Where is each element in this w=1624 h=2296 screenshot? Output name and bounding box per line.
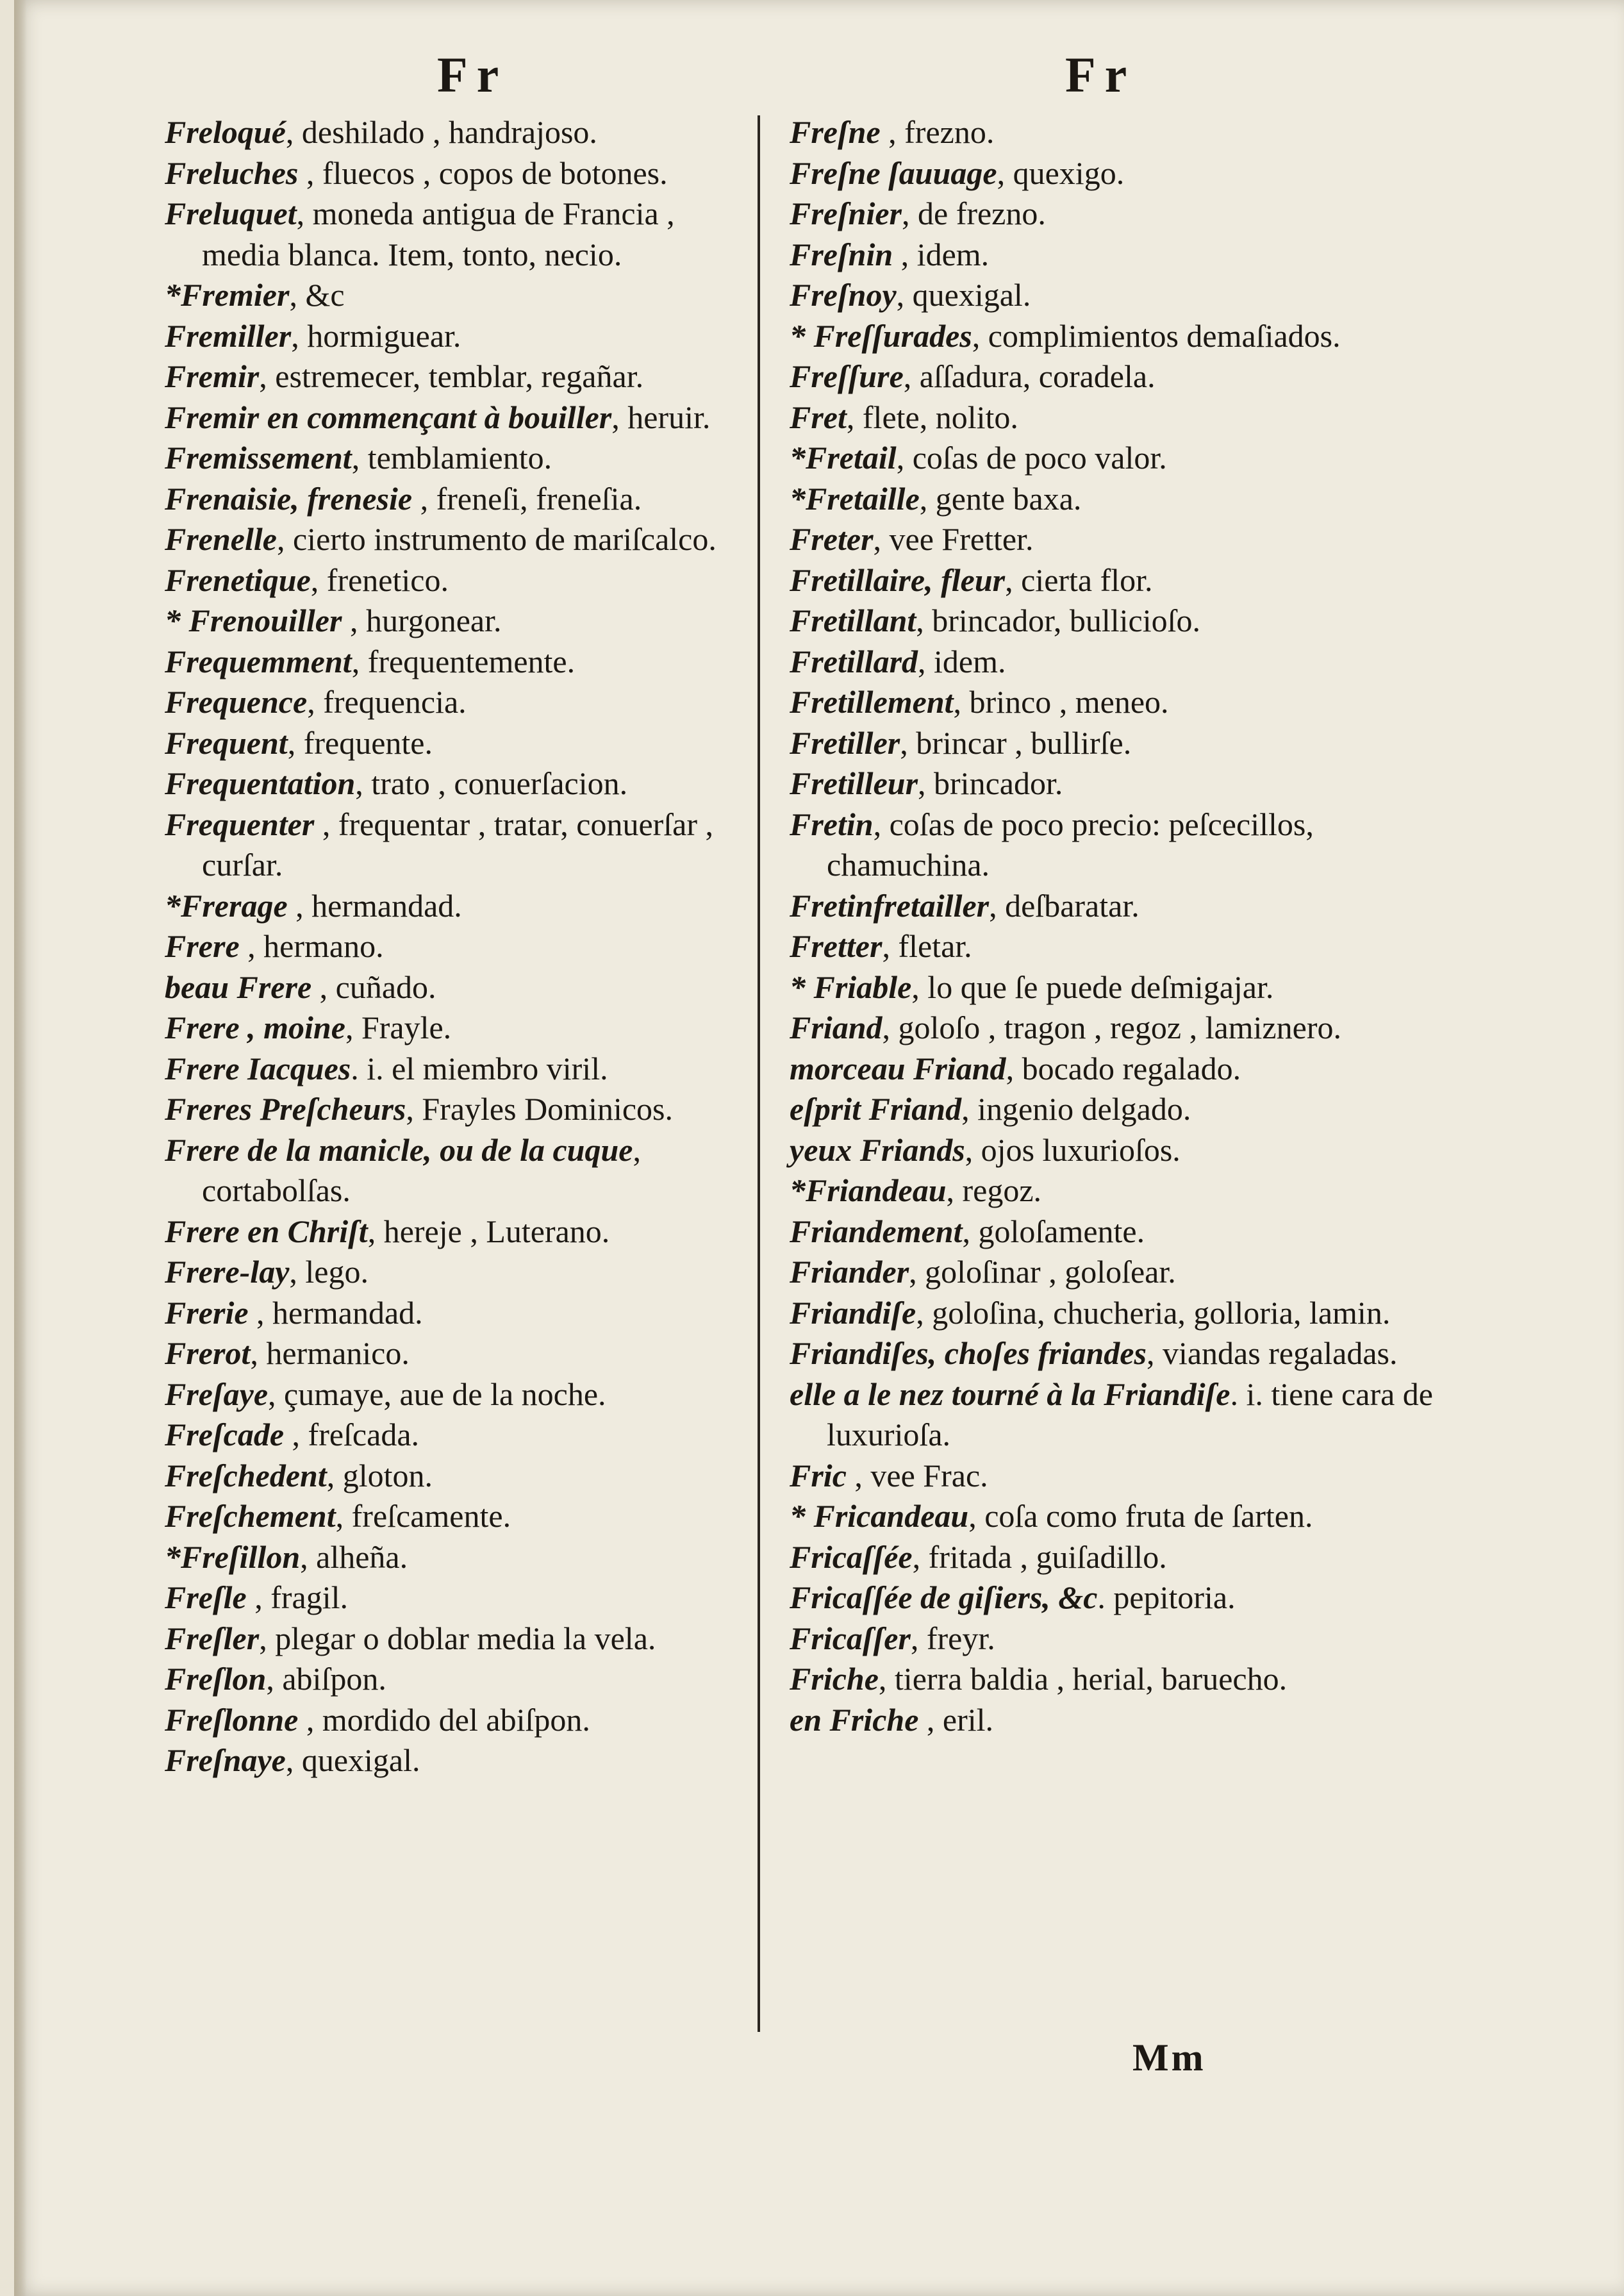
dictionary-entry	[790, 560, 1437, 601]
entry-headword: Fretinfretailler	[790, 887, 990, 924]
dictionary-entry	[165, 275, 761, 316]
dictionary-entry	[790, 153, 1437, 194]
entry-headword: Friche	[790, 1661, 879, 1697]
dictionary-entry	[790, 1333, 1437, 1374]
column-divider	[758, 115, 760, 2032]
entry-definition: , frequencia.	[307, 684, 467, 720]
entry-headword: Frerie	[165, 1294, 249, 1331]
entry-definition: , lego.	[289, 1254, 369, 1290]
entry-headword: Fretilleur	[790, 765, 918, 801]
dictionary-entry	[165, 1333, 761, 1374]
dictionary-entry	[165, 1618, 761, 1660]
entry-definition: . pepitoria.	[1097, 1579, 1236, 1615]
entry-headword: Freſchedent	[165, 1457, 327, 1493]
entry-headword: Frere de la manicle, ou de la cuque	[165, 1131, 633, 1168]
entry-headword: Fretter	[790, 928, 882, 964]
entry-headword: Freluquet	[165, 195, 297, 231]
entry-definition: , frequentemente.	[351, 643, 576, 679]
entry-definition: , aſſadura, coradela.	[903, 358, 1156, 394]
dictionary-entry	[165, 519, 761, 560]
dictionary-entry	[165, 1537, 761, 1578]
dictionary-page	[14, 0, 1624, 2296]
entry-headword: *Fretaille	[790, 480, 920, 517]
dictionary-entry	[790, 1293, 1437, 1334]
running-head-right: Fr	[1065, 47, 1136, 103]
entry-headword: beau Frere	[165, 969, 312, 1005]
dictionary-entry	[165, 682, 761, 723]
entry-headword: Frere	[165, 928, 240, 964]
entry-headword: Frere , moine	[165, 1010, 345, 1045]
entry-definition: , abiſpon.	[266, 1661, 386, 1697]
entry-headword: * Friable	[790, 969, 912, 1005]
entry-headword: Frere Iacques	[165, 1050, 351, 1086]
dictionary-entry	[790, 397, 1437, 438]
entry-definition: , Frayle.	[345, 1010, 452, 1045]
entry-headword: Freſnin	[790, 236, 893, 272]
entry-definition: , flete, nolito.	[846, 399, 1018, 435]
entry-definition: , cierto instrumento de mariſcalco.	[276, 521, 717, 557]
entry-headword: Fremir	[165, 358, 260, 394]
entry-definition: , fletar.	[882, 928, 972, 964]
dictionary-entry	[790, 1456, 1437, 1497]
entry-headword: Friandiſes, choſes friandes	[790, 1335, 1147, 1371]
dictionary-entry	[165, 1089, 761, 1130]
dictionary-entry	[165, 967, 761, 1008]
entry-definition: , cortabolſas.	[202, 1131, 641, 1208]
entry-headword: Freſlon	[165, 1661, 267, 1697]
dictionary-entry	[790, 1659, 1437, 1700]
entry-headword: Friand	[790, 1010, 882, 1045]
dictionary-entry	[790, 763, 1437, 804]
entry-headword: Friandement	[790, 1213, 963, 1249]
dictionary-entry	[165, 763, 761, 804]
right-column	[790, 112, 1437, 1740]
entry-headword: Fremiller	[165, 317, 292, 354]
entry-headword: *Friandeau	[790, 1172, 947, 1208]
entry-headword: Fric	[790, 1457, 847, 1493]
entry-headword: Frere-lay	[165, 1254, 290, 1290]
entry-headword: * Fricandeau	[790, 1498, 969, 1534]
entry-headword: Frerot	[165, 1335, 251, 1371]
entry-headword: *Frerage	[165, 887, 288, 924]
dictionary-entry	[165, 642, 761, 683]
entry-definition: , idem.	[918, 643, 1006, 679]
dictionary-entry	[790, 886, 1437, 927]
entry-headword: Fremissement	[165, 440, 352, 476]
entry-headword: Fretillaire, fleur	[790, 562, 1006, 598]
entry-definition: , freneſi, freneſia.	[412, 480, 642, 517]
entry-definition: , coſas de poco precio: peſcecillos, chamuchina.	[827, 806, 1314, 883]
entry-headword: yeux Friands	[790, 1131, 965, 1168]
entry-headword: Fret	[790, 399, 847, 435]
entry-definition: , mordido del abiſpon.	[298, 1701, 590, 1738]
left-column	[165, 112, 761, 1781]
entry-headword: Freſnier	[790, 195, 902, 231]
entry-definition: , cuñado.	[311, 969, 436, 1005]
dictionary-entry	[165, 926, 761, 967]
entry-headword: Freloqué	[165, 114, 286, 150]
entry-headword: Fricaſſer	[790, 1620, 911, 1656]
entry-headword: Friandiſe	[790, 1294, 916, 1331]
entry-headword: Fretiller	[790, 724, 900, 761]
entry-definition: , regoz.	[946, 1172, 1042, 1208]
entry-definition: , frezno.	[880, 114, 995, 150]
entry-headword: Fricaſſée	[790, 1538, 913, 1575]
entry-definition: , plegar o doblar media la vela.	[259, 1620, 656, 1656]
dictionary-entry	[790, 601, 1437, 642]
dictionary-entry	[165, 601, 761, 642]
dictionary-entry	[790, 1700, 1437, 1741]
dictionary-entry	[790, 235, 1437, 276]
running-head-left: Fr	[437, 47, 508, 103]
entry-definition: , hermanico.	[250, 1335, 410, 1371]
entry-definition: , temblamiento.	[351, 440, 552, 476]
entry-definition: , fragil.	[246, 1579, 349, 1615]
entry-definition: , frenetico.	[310, 562, 449, 598]
entry-definition: , bocado regalado.	[1006, 1050, 1241, 1086]
entry-headword: eſprit Friand	[790, 1091, 962, 1127]
entry-definition: , freyr.	[910, 1620, 995, 1656]
entry-headword: Freſlonne	[165, 1701, 299, 1738]
entry-definition: , gente baxa.	[919, 480, 1082, 517]
entry-definition: , brincar , bullirſe.	[900, 724, 1132, 761]
entry-definition: , complimientos demaſiados.	[972, 317, 1341, 354]
entry-headword: Frenelle	[165, 521, 277, 557]
entry-definition: , vee Frac.	[846, 1457, 988, 1493]
dictionary-entry	[165, 397, 761, 438]
dictionary-entry	[790, 1577, 1437, 1618]
entry-definition: , ojos luxurioſos.	[965, 1131, 1181, 1168]
dictionary-entry	[165, 886, 761, 927]
entry-headword: Fretillant	[790, 603, 916, 638]
entry-headword: Freſler	[165, 1620, 260, 1656]
dictionary-entry	[165, 1293, 761, 1334]
dictionary-entry	[165, 1252, 761, 1293]
entry-definition: , idem.	[893, 236, 990, 272]
entry-definition: , brincador, bullicioſo.	[916, 603, 1200, 638]
entry-headword: Freſcade	[165, 1417, 285, 1452]
entry-definition: , hurgonear.	[342, 603, 502, 638]
dictionary-entry	[790, 1089, 1437, 1130]
entry-definition: , brincador.	[918, 765, 1063, 801]
entry-definition: , alheña.	[300, 1538, 408, 1575]
entry-definition: , lo que ſe puede deſmigajar.	[911, 969, 1274, 1005]
entry-headword: Freres Preſcheurs	[165, 1091, 406, 1127]
dictionary-entry	[165, 1456, 761, 1497]
entry-definition: , eril.	[918, 1701, 994, 1738]
entry-headword: Friander	[790, 1254, 909, 1290]
dictionary-entry	[790, 112, 1437, 153]
entry-definition: , moneda antigua de Francia , media blanca. Item, tonto, necio.	[202, 195, 675, 272]
entry-definition: , coſas de poco valor.	[896, 440, 1167, 476]
entry-headword: Freſne	[790, 114, 881, 150]
dictionary-entry	[165, 153, 761, 194]
dictionary-entry	[165, 1577, 761, 1618]
dictionary-entry	[790, 1618, 1437, 1660]
entry-definition: , freſcada.	[284, 1417, 420, 1452]
entry-headword: Freſnoy	[790, 277, 897, 313]
dictionary-entry	[165, 316, 761, 357]
entry-headword: Frequence	[165, 684, 308, 720]
dictionary-entry	[790, 967, 1437, 1008]
entry-headword: Freter	[790, 521, 874, 557]
dictionary-entry	[165, 1374, 761, 1415]
dictionary-entry	[790, 316, 1437, 357]
entry-definition: , vee Fretter.	[873, 521, 1034, 557]
entry-headword: Freſle	[165, 1579, 247, 1615]
entry-headword: Fricaſſée de giſiers, &c	[790, 1579, 1098, 1615]
dictionary-entry	[165, 1496, 761, 1537]
entry-definition: , goloſina, chucheria, golloria, lamin.	[916, 1294, 1391, 1331]
dictionary-entry	[790, 1537, 1437, 1578]
entry-definition: , &c	[289, 277, 345, 313]
entry-definition: , Frayles Dominicos.	[406, 1091, 674, 1127]
entry-definition: , heruir.	[611, 399, 711, 435]
dictionary-entry	[165, 1700, 761, 1741]
dictionary-entry	[790, 438, 1437, 479]
entry-headword: Freſaye	[165, 1376, 269, 1412]
entry-headword: Freſſure	[790, 358, 904, 394]
entry-headword: *Fremier	[165, 277, 290, 313]
entry-definition: , quexigo.	[997, 154, 1125, 191]
dictionary-entry	[790, 804, 1437, 886]
dictionary-entry	[165, 194, 761, 275]
dictionary-entry	[790, 479, 1437, 520]
dictionary-entry	[165, 560, 761, 601]
entry-headword: Freſchement	[165, 1498, 336, 1534]
dictionary-entry	[790, 1211, 1437, 1252]
entry-definition: , quexigal.	[285, 1742, 420, 1778]
entry-definition: , viandas regaladas.	[1146, 1335, 1398, 1371]
entry-definition: , gloton.	[326, 1457, 433, 1493]
entry-definition: , hermano.	[239, 928, 384, 964]
entry-headword: en Friche	[790, 1701, 919, 1738]
entry-headword: Frere en Chriſt	[165, 1213, 368, 1249]
dictionary-entry	[165, 479, 761, 520]
entry-definition: , estremecer, temblar, regañar.	[259, 358, 644, 394]
entry-headword: Frenaisie, frenesie	[165, 480, 413, 517]
dictionary-entry	[165, 1740, 761, 1781]
entry-definition: , çumaye, aue de la noche.	[268, 1376, 606, 1412]
entry-definition: , hormiguear.	[291, 317, 461, 354]
entry-headword: Fretillard	[790, 643, 918, 679]
dictionary-entry	[790, 1496, 1437, 1537]
dictionary-entry	[165, 112, 761, 153]
dictionary-entry	[165, 1659, 761, 1700]
entry-headword: *Fretail	[790, 440, 897, 476]
dictionary-entry	[790, 682, 1437, 723]
entry-headword: Frequent	[165, 724, 288, 761]
entry-definition: , brinco , meneo.	[953, 684, 1169, 720]
entry-definition: , freſcamente.	[335, 1498, 511, 1534]
entry-definition: , ingenio delgado.	[961, 1091, 1191, 1127]
dictionary-entry	[790, 642, 1437, 683]
entry-definition: , coſa como fruta de ſarten.	[968, 1498, 1313, 1534]
entry-headword: elle a le nez tourné à la Friandiſe	[790, 1376, 1230, 1412]
dictionary-entry	[790, 926, 1437, 967]
entry-definition: . i. el miembro viril.	[351, 1050, 608, 1086]
entry-headword: * Freſſurades	[790, 317, 972, 354]
dictionary-entry	[790, 275, 1437, 316]
entry-definition: , quexigal.	[896, 277, 1031, 313]
entry-headword: Freſne ſauuage	[790, 154, 997, 191]
entry-headword: Fretin	[790, 806, 874, 842]
entry-headword: Freluches	[165, 154, 299, 191]
dictionary-entry	[165, 356, 761, 397]
dictionary-entry	[790, 723, 1437, 764]
entry-definition: , fluecos , copos de botones.	[298, 154, 668, 191]
entry-headword: Frequemment	[165, 643, 352, 679]
entry-definition: , hermandad.	[287, 887, 462, 924]
entry-definition: , goloſamente.	[962, 1213, 1145, 1249]
entry-definition: , cierta flor.	[1005, 562, 1153, 598]
dictionary-entry	[165, 1211, 761, 1252]
dictionary-entry	[790, 1008, 1437, 1049]
dictionary-entry	[165, 804, 761, 886]
entry-headword: morceau Friand	[790, 1050, 1006, 1086]
entry-headword: Fretillement	[790, 684, 954, 720]
signature-mark: Mm	[1132, 2036, 1206, 2079]
entry-definition: , fritada , guiſadillo.	[912, 1538, 1167, 1575]
entry-definition: , tierra baldia , herial, baruecho.	[878, 1661, 1288, 1697]
entry-definition: , goloſo , tragon , regoz , lamiznero.	[882, 1010, 1341, 1045]
dictionary-entry	[790, 194, 1437, 235]
entry-definition: , frequente.	[287, 724, 433, 761]
entry-definition: , hermandad.	[248, 1294, 423, 1331]
dictionary-entry	[790, 519, 1437, 560]
dictionary-entry	[790, 1130, 1437, 1171]
dictionary-entry	[790, 1049, 1437, 1090]
entry-definition: . i. tiene cara de luxurioſa.	[827, 1376, 1433, 1452]
entry-definition: , de frezno.	[902, 195, 1046, 231]
entry-headword: * Frenouiller	[165, 603, 342, 638]
entry-definition: , deshilado , handrajoso.	[285, 114, 597, 150]
dictionary-entry	[790, 356, 1437, 397]
dictionary-entry	[165, 1008, 761, 1049]
dictionary-entry	[790, 1170, 1437, 1211]
entry-definition: , frequentar , tratar, conuerſar , curſar.	[202, 806, 714, 883]
dictionary-entry	[165, 1130, 761, 1211]
entry-definition: , trato , conuerſacion.	[355, 765, 628, 801]
dictionary-entry	[790, 1374, 1437, 1456]
entry-headword: Fremir en commençant à bouiller	[165, 399, 612, 435]
entry-headword: *Freſillon	[165, 1538, 301, 1575]
dictionary-entry	[165, 438, 761, 479]
entry-headword: Frequenter	[165, 806, 315, 842]
entry-definition: , goloſinar , goloſear.	[909, 1254, 1176, 1290]
entry-headword: Frenetique	[165, 562, 311, 598]
entry-headword: Frequentation	[165, 765, 356, 801]
entry-headword: Freſnaye	[165, 1742, 286, 1778]
dictionary-entry	[165, 1415, 761, 1456]
dictionary-entry	[790, 1252, 1437, 1293]
entry-definition: , deſbaratar.	[989, 887, 1139, 924]
entry-definition: , hereje , Luterano.	[367, 1213, 610, 1249]
dictionary-entry	[165, 1049, 761, 1090]
dictionary-entry	[165, 723, 761, 764]
